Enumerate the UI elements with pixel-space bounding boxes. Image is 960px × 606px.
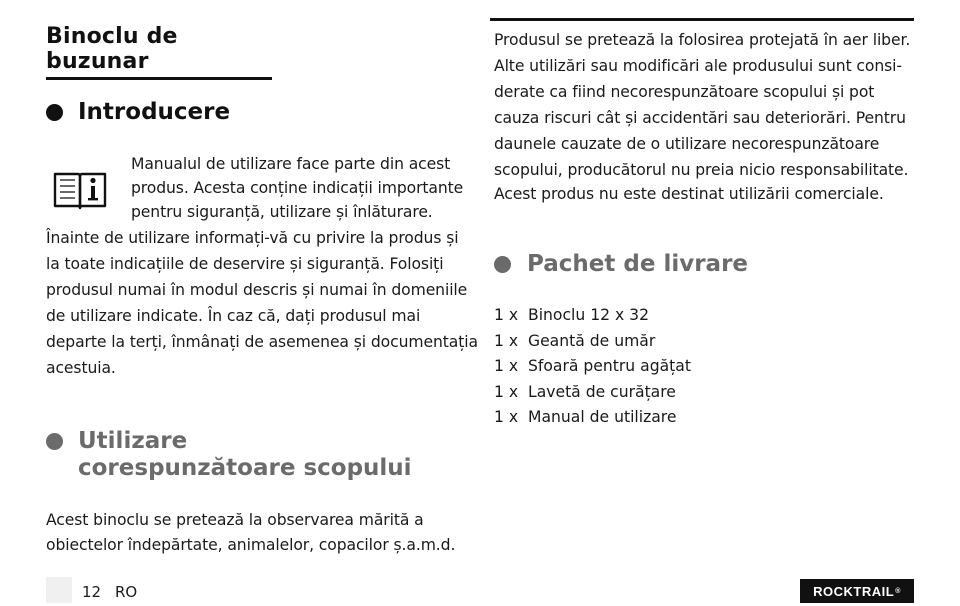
info-book-icon bbox=[52, 170, 108, 210]
intro-text-line: Înainte de utilizare informați-vă cu privire la produs și bbox=[46, 229, 459, 247]
item-name: Binoclu 12 x 32 bbox=[528, 306, 650, 324]
right-text-line: scopului, producătorul nu preia nicio responsabilitate. bbox=[494, 161, 909, 179]
item-qty: 1 x bbox=[494, 408, 519, 426]
section-bullet bbox=[494, 256, 511, 273]
brand-logo bbox=[800, 579, 914, 603]
introducere-heading: Introducere bbox=[78, 99, 231, 125]
item-qty: 1 x bbox=[494, 332, 519, 350]
pachet-heading: Pachet de livrare bbox=[527, 251, 749, 277]
language-code: RO bbox=[115, 583, 138, 601]
intro-text-line: acestuia. bbox=[46, 359, 116, 377]
utilizare-heading-line: corespunzătoare scopului bbox=[78, 455, 412, 481]
right-text-line: derate ca fiind necorespunzătoare scopului și pot bbox=[494, 83, 875, 101]
item-name: Geantă de umăr bbox=[528, 332, 656, 350]
right-text-line: Produsul se pretează la folosirea protejată în aer liber. bbox=[494, 31, 911, 49]
list-item bbox=[494, 354, 691, 380]
registered-mark: ® bbox=[895, 587, 901, 595]
right-text-line: cauza riscuri cât și accidentări sau deteriorări. Pentru bbox=[494, 109, 906, 127]
utilizare-text-line: obiectelor îndepărtate, animalelor, copacilor ș.a.m.d. bbox=[46, 536, 456, 554]
page-marker bbox=[46, 577, 72, 603]
intro-text-line: departe la terți, înmânați de asemenea și documentația bbox=[46, 333, 478, 351]
intro-text-line: Manualul de utilizare face parte din acest bbox=[131, 155, 451, 173]
right-text-line: Acest produs nu este destinat utilizării comerciale. bbox=[494, 185, 884, 203]
intro-text-line: produs. Acesta conține indicații importante bbox=[131, 179, 464, 197]
utilizare-text-line: Acest binoclu se pretează la observarea mărită a bbox=[46, 511, 424, 529]
right-text-line: daunele cauzate de o utilizare necorespunzătoare bbox=[494, 135, 880, 153]
list-item bbox=[494, 405, 676, 431]
item-qty: 1 x bbox=[494, 383, 519, 401]
right-text-line: Alte utilizări sau modificări ale produsului sunt consi- bbox=[494, 57, 902, 75]
item-name: Lavetă de curățare bbox=[528, 383, 676, 401]
document-title: Binoclu de buzunar bbox=[46, 24, 272, 80]
intro-text-line: la toate indicațiile de deservire și siguranță. Folosiți bbox=[46, 255, 444, 273]
item-qty: 1 x bbox=[494, 357, 519, 375]
list-item bbox=[494, 329, 655, 355]
intro-text-line: produsul numai în modul descris și numai în domeniile bbox=[46, 281, 468, 299]
utilizare-heading-line: Utilizare bbox=[78, 428, 188, 454]
brand-name: ROCKTRAIL bbox=[813, 583, 895, 599]
section-bullet bbox=[46, 433, 63, 450]
top-divider bbox=[490, 18, 914, 21]
list-item bbox=[494, 380, 676, 406]
intro-text-line: de utilizare indicate. În caz că, dați produsul mai bbox=[46, 307, 421, 325]
section-bullet bbox=[46, 104, 63, 121]
item-name: Sfoară pentru agățat bbox=[528, 357, 691, 375]
item-name: Manual de utilizare bbox=[528, 408, 677, 426]
intro-text-line: pentru siguranță, utilizare și înlăturare. bbox=[131, 203, 433, 221]
item-qty: 1 x bbox=[494, 306, 519, 324]
page-number: 12 bbox=[82, 583, 102, 601]
list-item bbox=[494, 303, 649, 329]
